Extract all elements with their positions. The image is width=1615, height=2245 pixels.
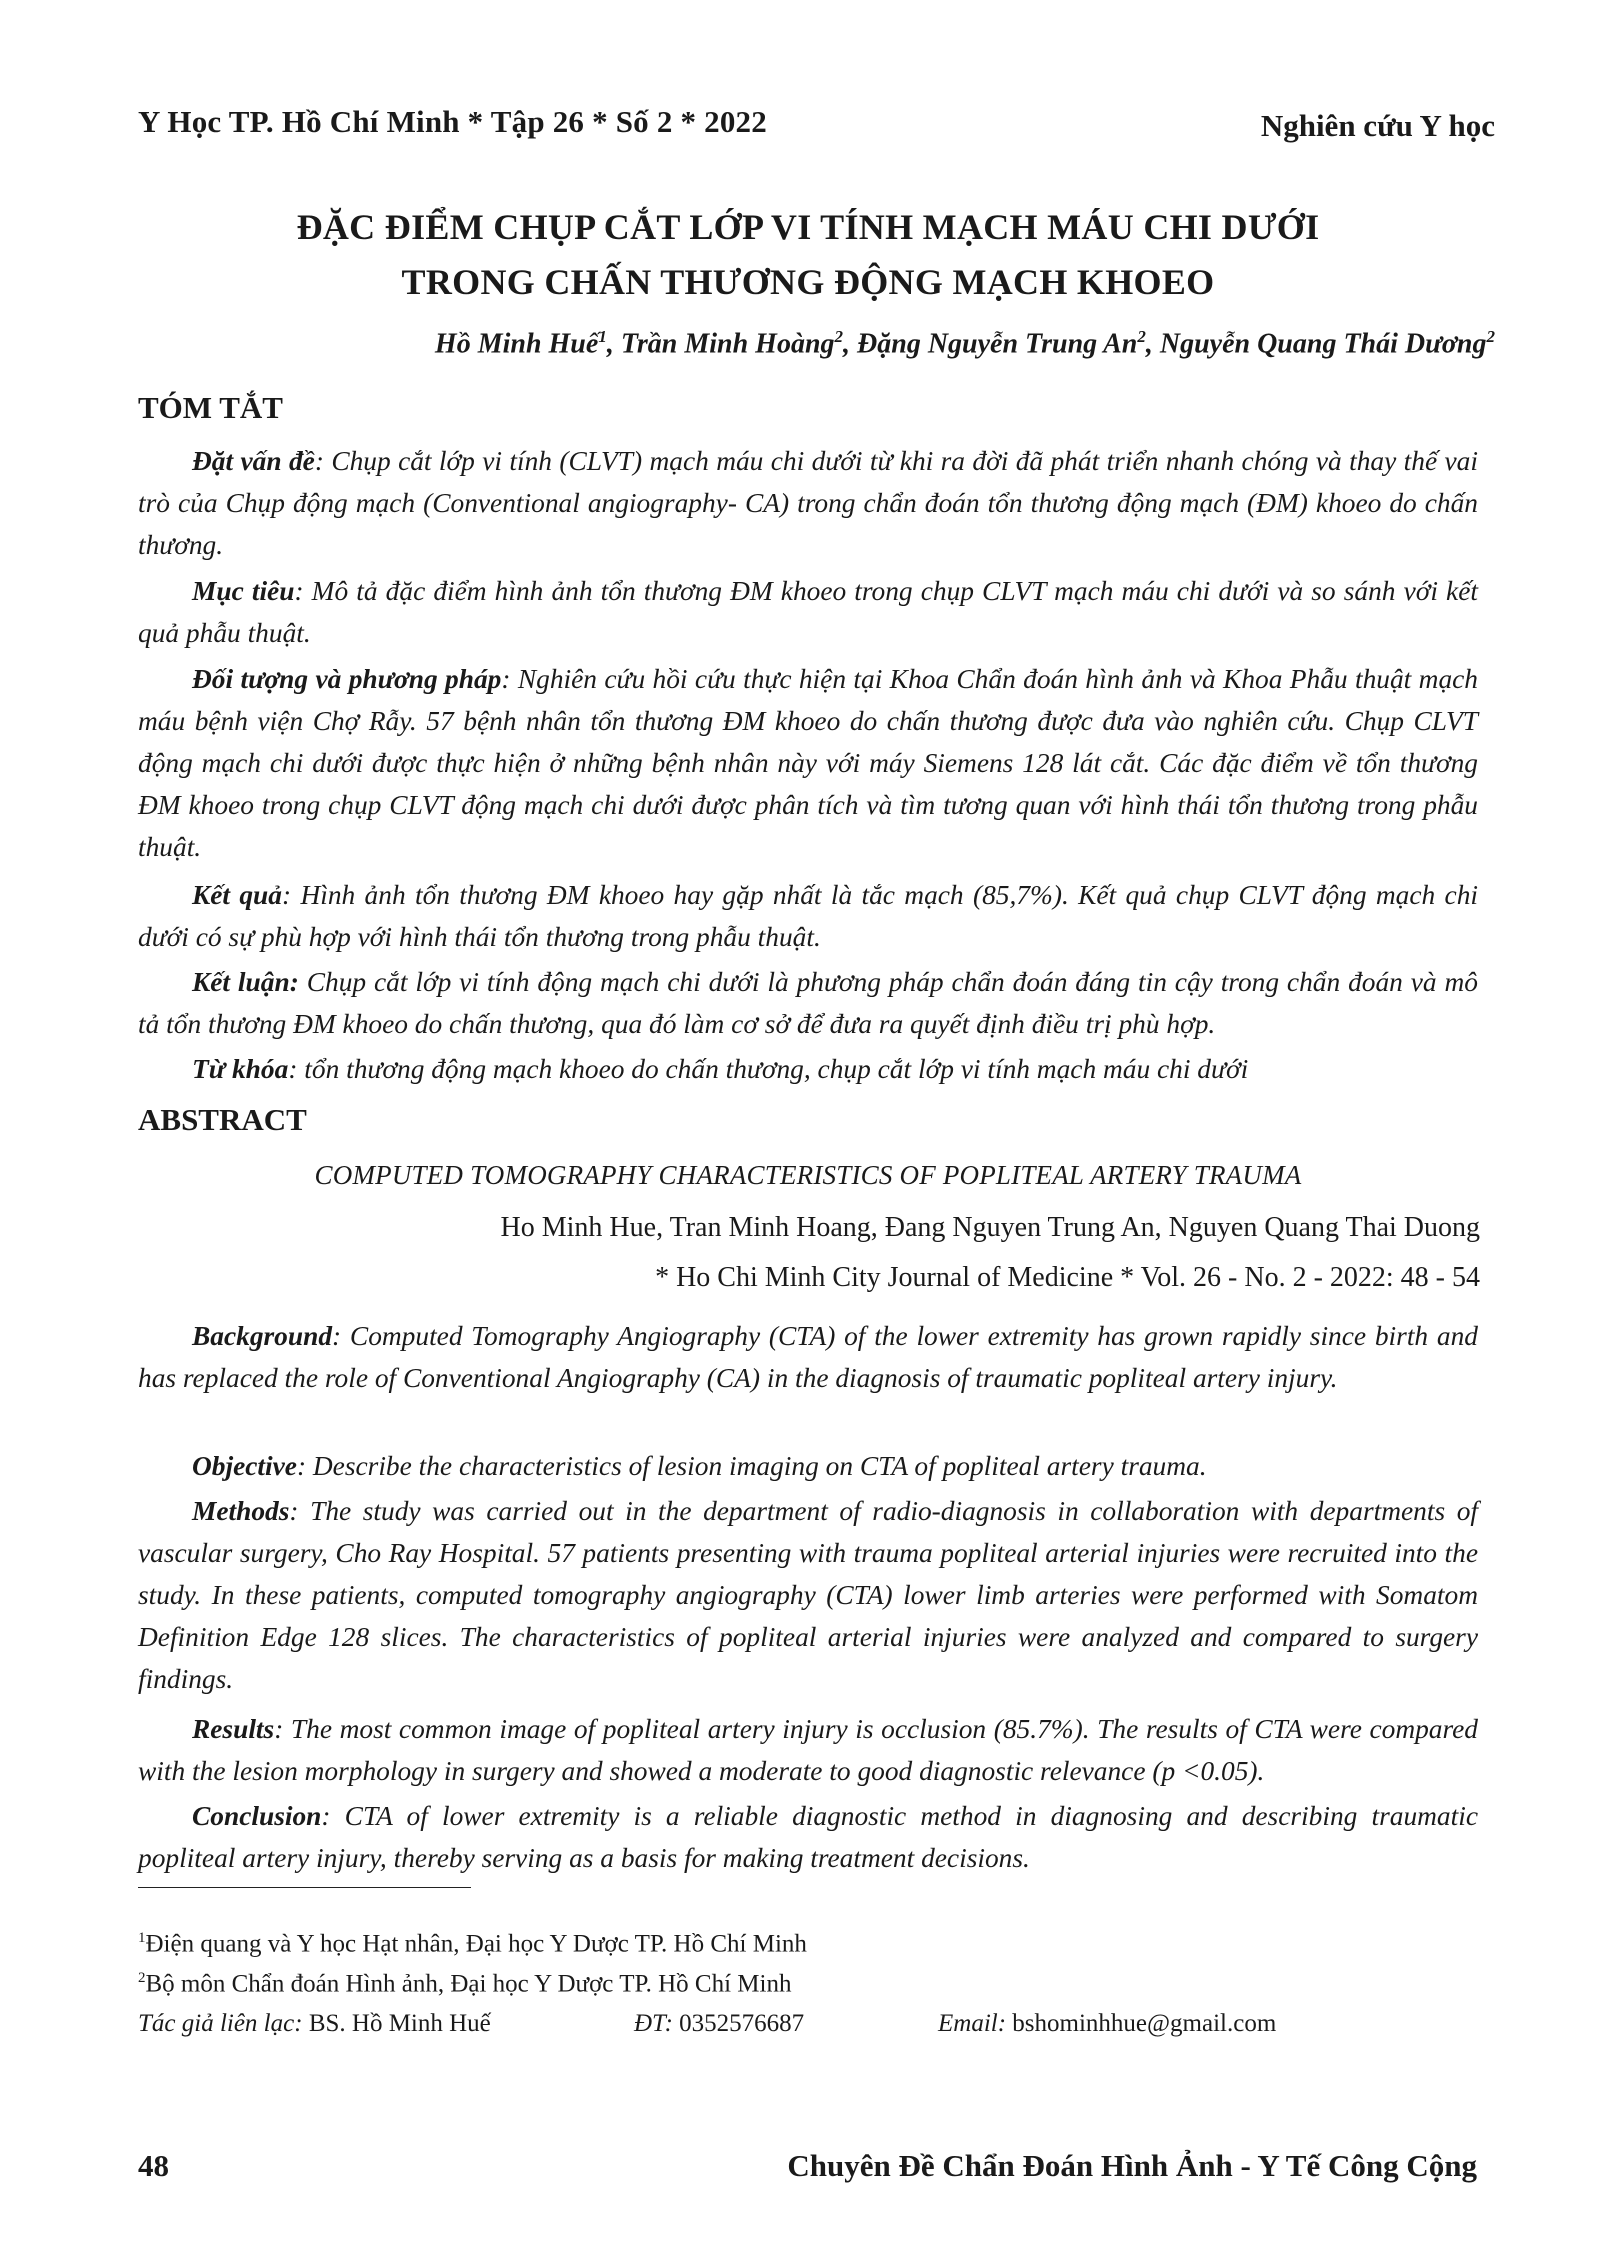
phone-label: ĐT: [634,2010,673,2037]
summary-conclusion [138,961,1478,1045]
summary-objective-label: Mục tiêu [192,576,295,606]
summary-keywords [138,1048,1478,1090]
footnote-mark: 2 [138,1970,146,1986]
abstract-methods-label: Methods [192,1496,290,1526]
corresponding-author [138,2010,1378,2044]
abstract-background [138,1315,1478,1399]
article-title [138,200,1478,310]
abstract-conclusion-text: : CTA of lower extremity is a reliable diagnostic method in diagnosing and describing traumatic popliteal artery injury, thereby serving as a basis for making treatment decisions. [138,1801,1478,1873]
contact-name: BS. Hồ Minh Huế [302,2010,491,2037]
abstract-conclusion-label: Conclusion [192,1801,322,1831]
contact-author [138,2010,491,2038]
author-separator: , [843,328,858,360]
email-value: bshominhhue@gmail.com [1006,2010,1277,2037]
affiliation-mark: 2 [1486,327,1495,346]
abstract-objective-label: Objective [192,1451,297,1481]
contact-label: Tác giả liên lạc: [138,2010,303,2037]
abstract-conclusion [138,1795,1478,1879]
running-footer-issue: Chuyên Đề Chẩn Đoán Hình Ảnh - Y Tế Công Cộng [787,2148,1477,2183]
abstract-background-text: : Computed Tomography Angiography (CTA) of the lower extremity has grown rapidly since birth and has replaced the role of Conventional Angiography (CA) in the diagnosis of traumatic popliteal artery injury. [138,1321,1478,1393]
abstract-results [138,1708,1478,1792]
affiliation-mark: 1 [598,327,607,346]
abstract-results-text: : The most common image of popliteal artery injury is occlusion (85.7%). The results of CTA were compared with the lesion morphology in surgery and showed a moderate to good diagnostic relevance (p <0.05). [138,1714,1478,1786]
summary-keywords-label: Từ khóa [192,1054,289,1084]
summary-objective [138,570,1478,654]
abstract-methods [138,1490,1478,1700]
contact-phone [634,2010,804,2038]
summary-background-label: Đặt vấn đề [192,446,315,476]
abstract-citation: * Ho Chi Minh City Journal of Medicine * Vol. 26 - No. 2 - 2022: 48 - 54 [655,1262,1480,1293]
author-separator: , [606,328,621,360]
abstract-results-label: Results [192,1714,275,1744]
author-name: Hồ Minh Huế [434,328,599,360]
abstract-authors: Ho Minh Hue, Tran Minh Hoang, Đang Nguyen Trung An, Nguyen Quang Thai Duong [500,1212,1480,1243]
author-separator: , [1145,328,1160,360]
footnote-text: Bộ môn Chẩn đoán Hình ảnh, Đại học Y Dược TP. Hồ Chí Minh [145,1970,792,1998]
summary-objective-text: : Mô tả đặc điểm hình ảnh tổn thương ĐM khoeo trong chụp CLVT mạch máu chi dưới và so sánh với kết quả phẫu thuật. [138,576,1478,648]
footnote-mark: 1 [138,1930,146,1946]
footnote-text: Điện quang và Y học Hạt nhân, Đại học Y Dược TP. Hồ Chí Minh [145,1930,807,1958]
summary-background-text: : Chụp cắt lớp vi tính (CLVT) mạch máu chi dưới từ khi ra đời đã phát triển nhanh chóng và thay thế vai trò của Chụp động mạch (Conventional angiography- CA) trong chẩn đoán tổn thương động mạch (ĐM) khoeo do chấn thương. [138,446,1478,560]
summary-background [138,440,1478,566]
summary-results-label: Kết quả [192,880,282,910]
running-header-journal: Y Học TP. Hồ Chí Minh * Tập 26 * Số 2 * 2022 [138,104,767,139]
abstract-objective [138,1445,1478,1487]
author-name: Nguyễn Quang Thái Dương [1159,328,1487,360]
page-number: 48 [138,2148,169,2183]
summary-methods [138,658,1478,868]
affiliation-mark: 2 [1137,327,1146,346]
affiliation-mark: 2 [834,327,844,346]
article-title-line-1: ĐẶC ĐIỂM CHỤP CẮT LỚP VI TÍNH MẠCH MÁU CHI DƯỚI [296,207,1320,247]
summary-methods-label: Đối tượng và phương pháp [192,664,502,694]
phone-value: 0352576687 [672,2010,805,2037]
article-title-line-2: TRONG CHẤN THƯƠNG ĐỘNG MẠCH KHOEO [401,262,1215,302]
author-list [435,327,1495,360]
running-header-section: Nghiên cứu Y học [1260,108,1495,143]
author-name: Đặng Nguyễn Trung An [857,328,1138,360]
summary-results [138,874,1478,958]
summary-conclusion-text: Chụp cắt lớp vi tính động mạch chi dưới là phương pháp chẩn đoán đáng tin cậy trong chẩn đoán và mô tả tổn thương ĐM khoeo do chấn thương, qua đó làm cơ sở để đưa ra quyết định điều trị phù hợp. [138,967,1478,1039]
author-name: Trần Minh Hoàng [620,328,835,360]
summary-results-text: : Hình ảnh tổn thương ĐM khoeo hay gặp nhất là tắc mạch (85,7%). Kết quả chụp CLVT động mạch chi dưới có sự phù hợp với hình thái tổn thương trong phẫu thuật. [138,880,1478,952]
summary-methods-text: : Nghiên cứu hồi cứu thực hiện tại Khoa Chẩn đoán hình ảnh và Khoa Phẫu thuật mạch máu bệnh viện Chợ Rẫy. 57 bệnh nhân tổn thương ĐM khoeo do chấn thương được đưa vào nghiên cứu. Chụp CLVT động mạch chi dưới được thực hiện ở những bệnh nhân này với máy Siemens 128 lát cắt. Các đặc điểm về tổn thương ĐM khoeo trong chụp CLVT động mạch chi dưới được phân tích và tìm tương quan với hình thái tổn thương trong phẫu thuật. [138,664,1478,862]
abstract-objective-text: : Describe the characteristics of lesion imaging on CTA of popliteal artery trauma. [296,1451,1207,1481]
abstract-heading: ABSTRACT [138,1102,307,1137]
summary-heading: TÓM TẮT [138,390,283,425]
email-label: Email: [938,2010,1007,2037]
abstract-title: COMPUTED TOMOGRAPHY CHARACTERISTICS OF POPLITEAL ARTERY TRAUMA [314,1160,1302,1190]
summary-conclusion-label: Kết luận: [192,967,299,997]
abstract-methods-text: : The study was carried out in the department of radio-diagnosis in collaboration with departments of vascular surgery, Cho Ray Hospital. 57 patients presenting with trauma popliteal arterial injuries were recruited into the study. In these patients, computed tomography angiography (CTA) lower limb arteries were performed with Somatom Definition Edge 128 slices. The characteristics of popliteal arterial injuries were analyzed and compared to surgery findings. [138,1496,1478,1694]
footnote-divider [138,1887,471,1888]
footnote-affiliation-2 [138,1970,791,1998]
abstract-background-label: Background [192,1321,333,1351]
summary-keywords-text: : tổn thương động mạch khoeo do chấn thương, chụp cắt lớp vi tính mạch máu chi dưới [288,1054,1249,1084]
footnote-affiliation-1 [138,1930,807,1958]
contact-email [938,2010,1276,2038]
